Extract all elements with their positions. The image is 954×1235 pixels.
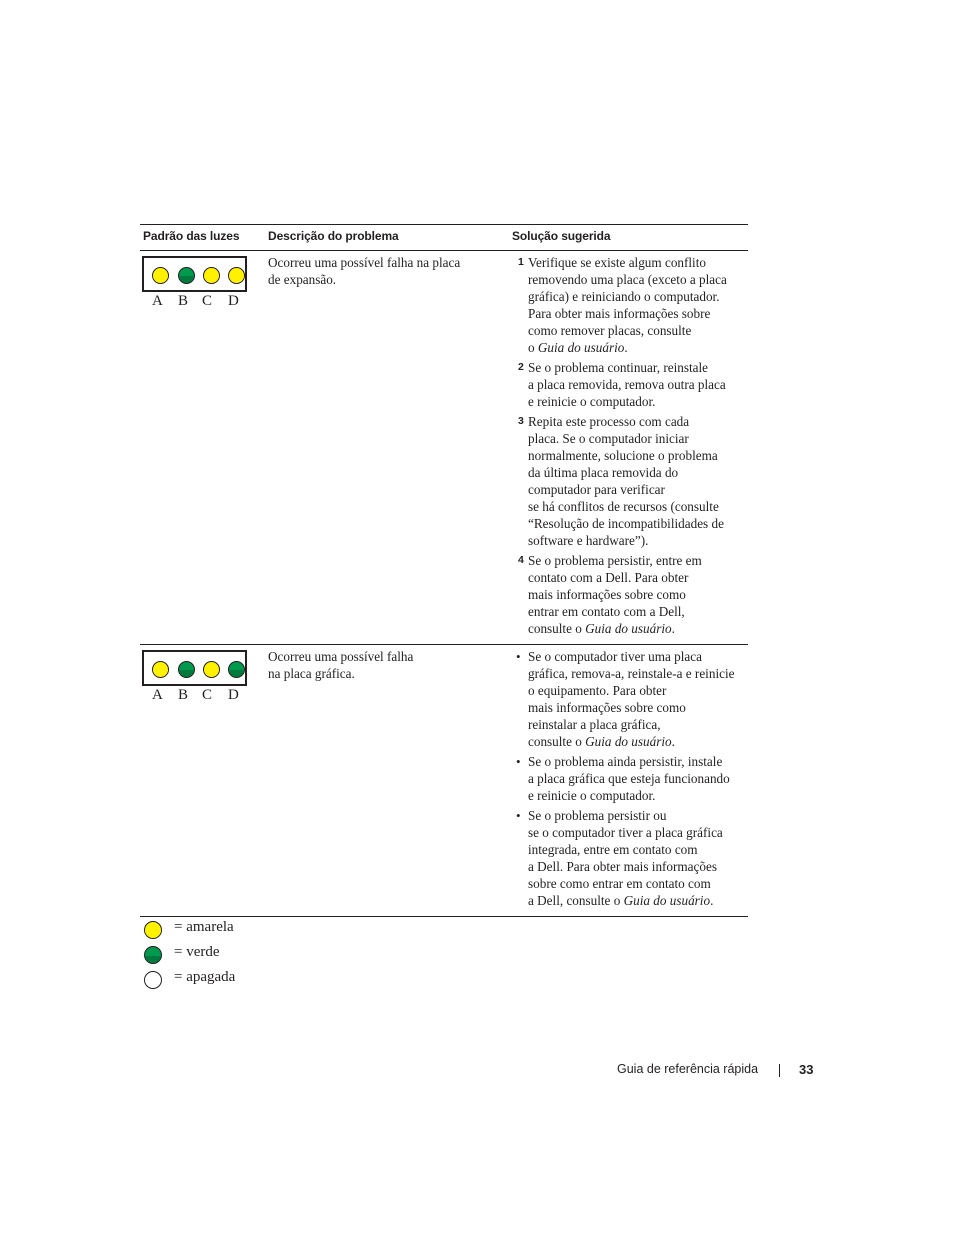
led-a-icon [152,267,169,284]
solution-bullet [516,807,748,909]
text-line: a placa gráfica que esteja funcionando [528,771,730,786]
light-pattern [140,256,252,313]
description-line: de expansão. [268,272,337,287]
text-line: normalmente, solucione o problema [528,448,718,463]
text-fragment: a Dell, consulte o [528,893,624,908]
header-description: Descrição do problema [268,229,399,243]
text-fragment: . [624,340,628,355]
text-line [528,620,748,637]
text-line: como remover placas, consulte [528,323,692,338]
text-line [528,339,748,356]
suggested-solution [516,648,748,912]
text-line: Se o problema ainda persistir, instale [528,754,723,769]
solution-bullets [516,648,748,909]
text-line: Verifique se existe algum conflito [528,255,706,270]
text-line [528,733,748,750]
legend-label: = apagada [174,969,236,985]
problem-description [268,648,500,682]
led-c-icon [203,267,220,284]
led-label: C [202,293,213,309]
led-label: A [152,293,163,309]
text-line: gráfica, remova-a, reinstale-a e reinicie [528,666,735,681]
page-number: 33 [799,1062,814,1077]
step-number: 4 [518,554,524,566]
green-light-icon [144,946,162,964]
guide-reference: Guia do usuário [585,621,672,636]
text-line: removendo uma placa (exceto a placa [528,272,727,287]
table-row [140,251,748,645]
guide-reference: Guia do usuário [537,340,625,355]
bullet-icon: • [516,808,521,823]
table-row [140,645,748,917]
guide-reference: Guia do usuário [623,893,711,908]
text-line: integrada, entre em contato com [528,842,698,857]
problem-description [268,254,500,288]
text-line: e reinicie o computador. [528,788,656,803]
text-line: o equipamento. Para obter [528,683,667,698]
footer-separator [779,1064,780,1077]
solution-bullet [516,648,748,750]
step-number: 3 [518,415,524,427]
text-line: gráfica) e reiniciando o computador. [528,289,720,304]
text-fragment: consulte o [528,621,586,636]
text-line: Se o problema continuar, reinstale [528,360,709,375]
text-line [528,892,748,909]
text-fragment: . [710,893,714,908]
description-line: Ocorreu uma possível falha [268,649,414,664]
text-line: a Dell. Para obter mais informações [528,859,717,874]
text-line: entrar em contato com a Dell, [528,604,685,619]
yellow-light-icon [144,921,162,939]
text-line: placa. Se o computador iniciar [528,431,689,446]
text-line: Repita este processo com cada [528,414,690,429]
solution-step [516,552,748,637]
led-b-icon [178,661,195,678]
text-line: mais informações sobre como [528,587,686,602]
led-a-icon [152,661,169,678]
led-label: B [178,687,189,703]
text-line: a placa removida, remova outra placa [528,377,726,392]
guide-reference: Guia do usuário [585,734,672,749]
text-line: reinstalar a placa gráfica, [528,717,661,732]
text-line: mais informações sobre como [528,700,686,715]
text-line: se há conflitos de recursos (consulte [528,499,719,514]
led-label: D [228,293,239,309]
suggested-solution [516,254,748,640]
text-line: contato com a Dell. Para obter [528,570,689,585]
bullet-icon: • [516,754,521,769]
text-fragment: o [528,340,538,355]
footer-title: Guia de referência rápida [617,1062,759,1076]
solution-steps [516,254,748,637]
off-light-icon [144,971,162,989]
text-line: da última placa removida do [528,465,679,480]
description-line: Ocorreu uma possível falha na placa [268,255,461,270]
step-number: 1 [518,256,524,268]
page-footer [600,1062,820,1080]
led-labels [140,687,252,707]
header-solution: Solução sugerida [512,229,611,243]
solution-step [516,359,748,410]
table-header [140,225,748,251]
legend-label: = verde [174,944,220,960]
solution-step [516,413,748,549]
text-line: Se o problema persistir, entre em [528,553,702,568]
text-line: e reinicie o computador. [528,394,656,409]
text-line: Se o problema persistir ou [528,808,667,823]
text-line: Para obter mais informações sobre [528,306,711,321]
led-d-icon [228,661,245,678]
led-label: C [202,687,213,703]
legend-label: = amarela [174,919,234,935]
text-fragment: consulte o [528,734,586,749]
light-pattern [140,650,252,707]
step-number: 2 [518,361,524,373]
led-c-icon [203,661,220,678]
solution-step [516,254,748,356]
led-d-icon [228,267,245,284]
led-labels [140,293,252,313]
led-label: B [178,293,189,309]
solution-bullet [516,753,748,804]
text-fragment: . [671,734,675,749]
led-label: A [152,687,163,703]
led-label: D [228,687,239,703]
text-line: computador para verificar [528,482,665,497]
text-fragment: . [671,621,675,636]
text-line: Se o computador tiver uma placa [528,649,702,664]
text-line: software e hardware”). [528,533,649,548]
led-panel [142,650,247,686]
text-line: “Resolução de incompatibilidades de [528,516,724,531]
bullet-icon: • [516,649,521,664]
description-line: na placa gráfica. [268,666,355,681]
led-b-icon [178,267,195,284]
text-line: sobre como entrar em contato com [528,876,711,891]
text-line: se o computador tiver a placa gráfica [528,825,723,840]
led-panel [142,256,247,292]
header-pattern: Padrão das luzes [143,229,240,243]
diagnostic-lights-table [140,224,748,917]
